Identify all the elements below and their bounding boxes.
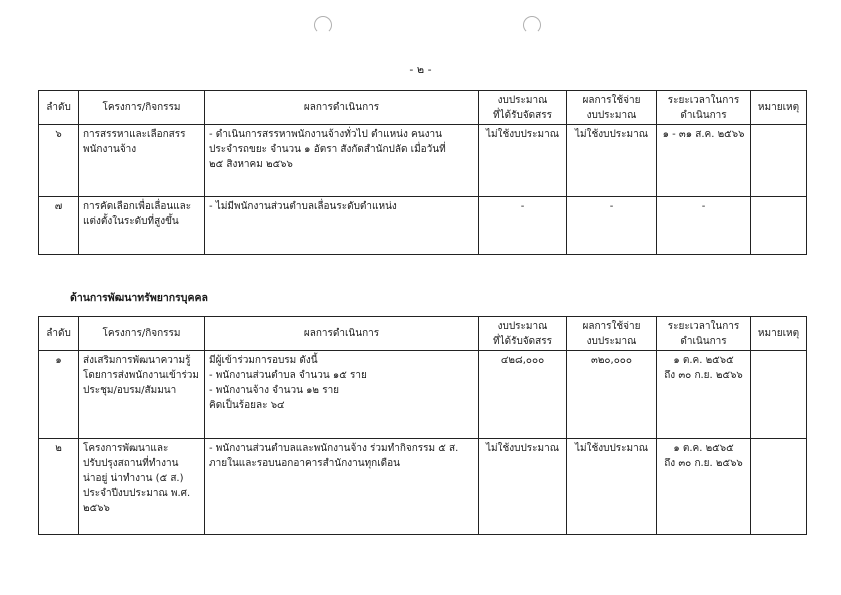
punch-hole-right-mark (523, 16, 541, 34)
cell-period: - (657, 197, 751, 255)
cell-project: ส่งเสริมการพัฒนาความรู้ โดยการส่งพนักงานเข้าร่วม ประชุม/อบรม/สัมมนา (79, 351, 205, 439)
cell-remark (751, 439, 807, 535)
cell-no: ๑ (39, 351, 79, 439)
table-hr-development (38, 316, 807, 535)
cell-result: มีผู้เข้าร่วมการอบรม ดังนี้ - พนักงานส่วนตำบล จำนวน ๑๕ ราย - พนักงานจ้าง จำนวน ๑๒ ราย คิดเป็นร้อยละ ๖๔ (205, 351, 479, 439)
header-remark: หมายเหตุ (751, 91, 807, 125)
cell-result: - พนักงานส่วนตำบลและพนักงานจ้าง ร่วมทำกิจกรรม ๕ ส. ภายในและรอบนอกอาคารสำนักงานทุกเดือน (205, 439, 479, 535)
cell-budget: ไม่ใช้งบประมาณ (479, 439, 567, 535)
cell-no: ๒ (39, 439, 79, 535)
cell-budget: ไม่ใช้งบประมาณ (479, 125, 567, 197)
section-title: ด้านการพัฒนาทรัพยากรบุคคล (70, 292, 208, 304)
header-no: ลำดับ (39, 317, 79, 351)
cell-remark (751, 197, 807, 255)
cell-period: ๑ - ๓๑ ส.ค. ๒๕๖๖ (657, 125, 751, 197)
cell-period: ๑ ต.ค. ๒๕๖๕ ถึง ๓๐ ก.ย. ๒๕๖๖ (657, 439, 751, 535)
punch-hole-left-mark (314, 16, 332, 34)
header-spent: ผลการใช้จ่าย งบประมาณ (567, 317, 657, 351)
table-header-row (39, 317, 807, 351)
header-period: ระยะเวลาในการ ดำเนินการ (657, 91, 751, 125)
header-project: โครงการ/กิจกรรม (79, 91, 205, 125)
cell-remark (751, 351, 807, 439)
cell-project: การคัดเลือกเพื่อเลื่อนและ แต่งตั้งในระดับที่สูงขึ้น (79, 197, 205, 255)
cell-spent: ไม่ใช้งบประมาณ (567, 125, 657, 197)
cell-spent: ๓๒๐,๐๐๐ (567, 351, 657, 439)
table-personnel-selection (38, 90, 807, 255)
header-budget: งบประมาณ ที่ได้รับจัดสรร (479, 91, 567, 125)
table-row (39, 351, 807, 439)
table-row (39, 439, 807, 535)
header-project: โครงการ/กิจกรรม (79, 317, 205, 351)
table-row (39, 197, 807, 255)
table-header-row (39, 91, 807, 125)
header-remark: หมายเหตุ (751, 317, 807, 351)
cell-project: การสรรหาและเลือกสรร พนักงานจ้าง (79, 125, 205, 197)
header-period: ระยะเวลาในการ ดำเนินการ (657, 317, 751, 351)
cell-period: ๑ ต.ค. ๒๕๖๕ ถึง ๓๐ ก.ย. ๒๕๖๖ (657, 351, 751, 439)
page-number: - ๒ - (409, 63, 432, 76)
cell-no: ๗ (39, 197, 79, 255)
cell-spent: ไม่ใช้งบประมาณ (567, 439, 657, 535)
header-result: ผลการดำเนินการ (205, 91, 479, 125)
cell-spent: - (567, 197, 657, 255)
cell-project: โครงการพัฒนาและ ปรับปรุงสถานที่ทำงาน น่าอยู่ น่าทำงาน (๕ ส.) ประจำปีงบประมาณ พ.ศ. ๒๕๖๖ (79, 439, 205, 535)
cell-budget: ๔๒๘,๐๐๐ (479, 351, 567, 439)
cell-no: ๖ (39, 125, 79, 197)
cell-result: - ดำเนินการสรรหาพนักงานจ้างทั่วไป ตำแหน่ง คนงาน ประจำรถขยะ จำนวน ๑ อัตรา สังกัดสำนักปลัด เมื่อวันที่ ๒๕ สิงหาคม ๒๕๖๖ (205, 125, 479, 197)
cell-result: - ไม่มีพนักงานส่วนตำบลเลื่อนระดับตำแหน่ง (205, 197, 479, 255)
header-spent: ผลการใช้จ่าย งบประมาณ (567, 91, 657, 125)
header-budget: งบประมาณ ที่ได้รับจัดสรร (479, 317, 567, 351)
header-result: ผลการดำเนินการ (205, 317, 479, 351)
header-no: ลำดับ (39, 91, 79, 125)
cell-remark (751, 125, 807, 197)
table-row (39, 125, 807, 197)
cell-budget: - (479, 197, 567, 255)
